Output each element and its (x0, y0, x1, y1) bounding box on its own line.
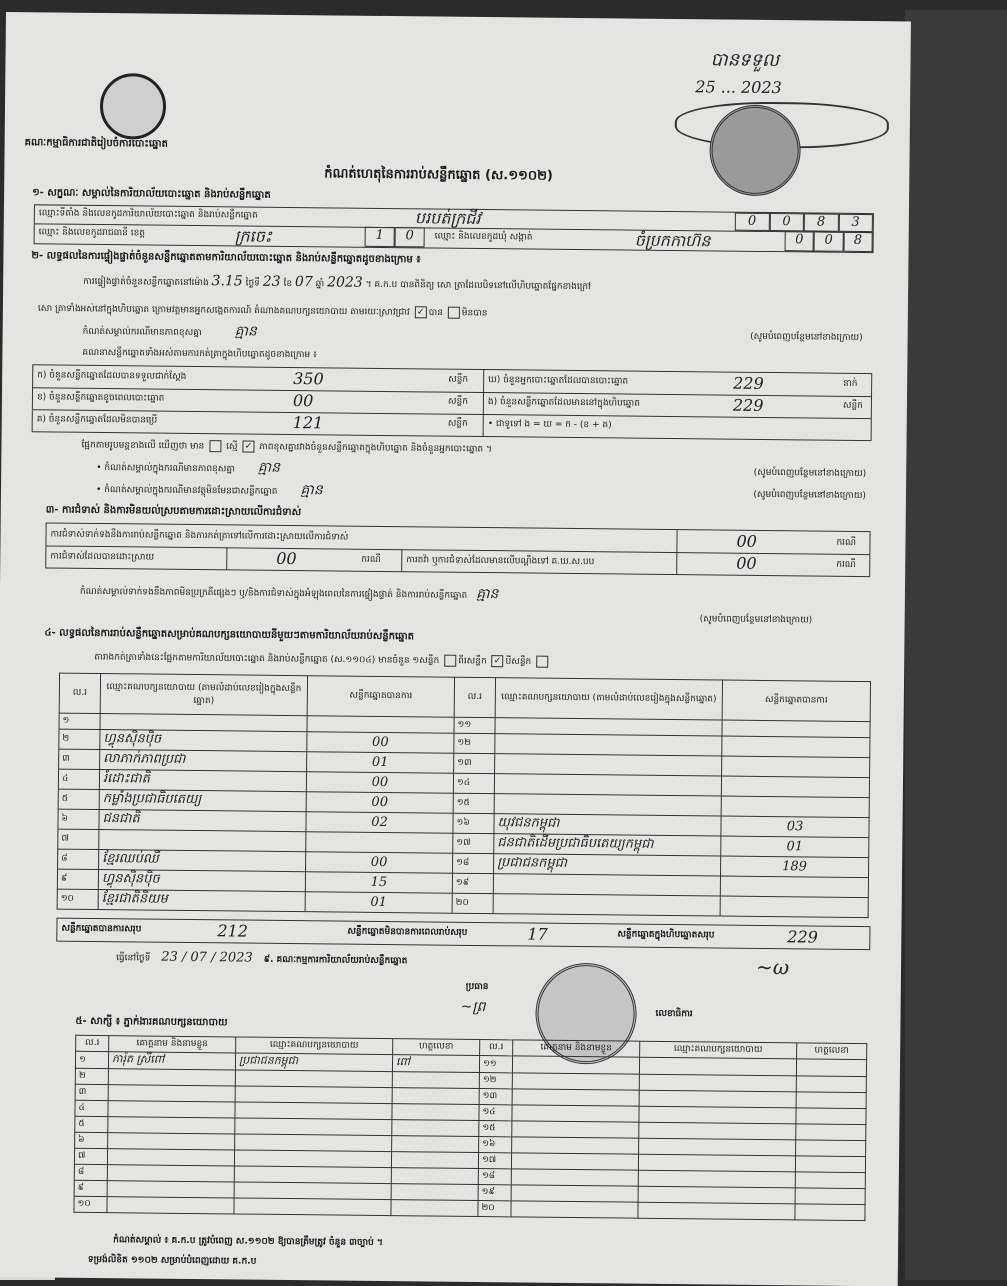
witness-party (639, 1122, 796, 1140)
party-name (494, 794, 721, 816)
spoiled-ballots-value: 00 (292, 391, 314, 411)
formula: • ជាទូទៅ ង = ឃ = ក - (ខ + គ) (487, 419, 612, 431)
row-number: ១២ (479, 1073, 512, 1089)
section4-intro: តារាងកត់ត្រាទាំងនេះផ្អែកតាមការិយាល័យបោះឆ្នោត និងរាប់សន្លឹកឆ្នោត (ស.១១០៤) មានចំនួន ១សន្លឹក ពីរសន្លឹក ✓ បីសន្លឹក (94, 651, 550, 668)
witness-name (107, 1165, 234, 1182)
party-name (494, 774, 721, 796)
row-number: ៦ (75, 1132, 108, 1148)
box-ballots-label: ង) ចំនួនសន្លឹកឆ្នោតដែលមាននៅក្នុងហិបឆ្នោត (487, 397, 641, 409)
witness-name (512, 1056, 639, 1074)
witness-name (107, 1149, 234, 1166)
party-name (99, 830, 306, 852)
box-ballots-value: 229 (732, 395, 764, 415)
irregularity-note: កំណត់សម្គាល់ទាក់ទងនឹងភាពមិនប្រក្រតីផ្សេងៗ ឬ/និងការជំទាស់ក្នុងអំឡុងពេលនៃការផ្ទៀងផ្ទាត់ និងការរាប់សន្លឹកឆ្នោត គ្មាន (79, 585, 499, 603)
party-name: ហ្វុនស៊ិនប៉ិច (100, 730, 307, 752)
vote-count (721, 796, 869, 818)
witness-signature (391, 1152, 478, 1169)
row-number: ៧ (74, 1148, 107, 1164)
row-number: ១៣ (454, 753, 495, 773)
witness-name (512, 1105, 639, 1122)
results-table: ល.រ ឈ្មោះគណបក្សនយោបាយ (តាមលំដាប់លេខរៀងក្នុងសន្លឹកឆ្នោត) សន្លឹកឆ្នោតបានការ ល.រ ឈ្មោះគណបក្សនយោបាយ (តាមលំដាប់លេខរៀងក្នុងសន្លឹកឆ្នោត) សន្លឹកឆ្នោតបានការ ១ ១១ ២ ហ្វុនស៊ិនប៉ិច 00 ១២ ៣ លាភាក់ភាពប្រជា 01 ១៣ ៤ រំដោះជាតិ 00 ១៤ ៥ កម្លាំងប្រជាធិបតេយ្យ 00 ១៥ ៦ ជនជាតិ 02 ១៦ យុវជនកម្ពុជា 03 ៧ ១៧ ជនជាតិដើមប្រជាធិបតេយ្យកម្ពុជា 01 ៨ ខ្មែរឈប់ឈឺ 00 ១៨ ប្រជាជនកម្ពុជា 189 ៩ ហ្វុនស៊ិនប៉ិច 15 ១៩ ១០ ខ្មែរជាតិនិយម 01 ២០ (57, 673, 871, 918)
witness-party (234, 1182, 391, 1200)
party-name: ខ្មែរជាតិនិយម (98, 890, 305, 912)
row-number: ១៧ (478, 1153, 511, 1169)
row-number: ១៦ (453, 813, 494, 833)
vote-count: 03 (721, 816, 869, 838)
row-number: ៩ (74, 1180, 107, 1196)
row-number: ១៥ (453, 793, 494, 813)
party-name (495, 734, 722, 756)
witness-signature (796, 1124, 866, 1141)
party-name: រំដោះជាតិ (99, 770, 306, 792)
witness-name (511, 1201, 638, 1218)
party-name: យុវជនកម្ពុជា (494, 814, 721, 836)
witness-signature (392, 1136, 479, 1153)
witness-signature (392, 1104, 479, 1121)
witness-name (108, 1085, 235, 1102)
witness-signature (392, 1088, 479, 1105)
verification-line: ការផ្ទៀងផ្ទាត់ចំនួនសន្លឹកឆ្នោតនៅម៉ោង 3.15 ថ្ងៃទី 23 ខែ 07 ឆ្នាំ 2023 ។ គ.ក.ប បានពិនិត្យ សោ ត្រាដែលបិទនៅលើហិបឆ្នោតផ្នែកខាងក្រៅ (83, 273, 592, 293)
party-name: ជនជាតិដើមប្រជាធិបតេយ្យកម្ពុជា (494, 834, 721, 856)
vote-count: 00 (306, 852, 453, 874)
secretary-signature: ~ω (755, 954, 790, 980)
vote-count (306, 832, 453, 854)
vote-count (307, 716, 454, 734)
vote-count: 15 (305, 872, 452, 894)
row-number: ៤ (75, 1100, 108, 1116)
resolved-label: ការជំទាស់ដែលបានដោះស្រាយ (50, 551, 155, 563)
witness-name (108, 1133, 235, 1150)
spoiled-ballots-label: ខ) ចំនួនសន្លឹកឆ្នោតខូចពេលបោះឆ្នោត (36, 392, 165, 404)
row-number: ៣ (59, 749, 100, 769)
vote-count (722, 756, 870, 778)
national-emblem (100, 73, 167, 140)
row-number: ៧ (58, 829, 99, 849)
witness-party (639, 1074, 796, 1092)
witness-party (639, 1138, 796, 1156)
vote-count (722, 720, 870, 738)
witness-name (108, 1069, 235, 1086)
complaints-box (45, 522, 870, 577)
vote-count: 01 (307, 752, 454, 774)
witness-signature (796, 1076, 866, 1093)
vote-count: 00 (306, 772, 453, 794)
witness-name (511, 1185, 638, 1202)
witness-signature (392, 1120, 479, 1137)
party-name (495, 754, 722, 776)
total-valid: 212 (217, 921, 249, 941)
unused-ballots-value: 121 (292, 413, 324, 433)
witness-party (639, 1090, 796, 1108)
witness-party (235, 1118, 392, 1136)
row-number: ២០ (452, 893, 493, 913)
unit-c: សន្លឹក (447, 418, 468, 429)
section2-heading: ២- លទ្ធផលនៃការផ្ទៀងផ្ទាត់ចំនួនសន្លឹកឆ្នោតតាមការិយាល័យបោះឆ្នោត និងរាប់សន្លឹកឆ្នោតដូចខាងក្រោម ៖ (31, 250, 421, 266)
vote-count (720, 876, 868, 898)
witness-signature (796, 1092, 866, 1109)
witness-signature (391, 1200, 478, 1217)
row-number: ១៧ (453, 833, 494, 853)
party-name: ជនជាតិ (99, 810, 306, 832)
witness-party (234, 1150, 391, 1168)
row-number: ២ (75, 1068, 108, 1084)
yes-checkbox: ✓ (415, 306, 427, 318)
fill-hint-3: (សូមបំពេញបន្ថែមនៅខាងក្រោយ) (699, 614, 813, 626)
voters-label: ឃ) ចំនួនអ្នកបោះឆ្នោតដែលបានបោះឆ្នោត (488, 375, 629, 387)
witness-signature (795, 1156, 865, 1173)
witness-party (638, 1154, 795, 1172)
voters-value: 229 (733, 373, 764, 393)
province-value: ក្រចេះ (234, 226, 272, 246)
witness-name (108, 1117, 235, 1134)
complaint-label: ការជំទាស់ទាក់ទងនឹងការរាប់សន្លឹកឆ្នោត និងការកត់ត្រាទៅលើការដោះស្រាយលើការជំទាស់ (50, 529, 349, 543)
row-number: ១១ (454, 717, 495, 733)
witness-name (107, 1197, 234, 1214)
bullet-note-2: • កំណត់សម្គាល់ក្នុងករណីមានវត្ថុមិនមែនជាសន្លឹកឆ្នោត គ្មាន (សូមបំពេញបន្ថែមនៅខាងក្រោយ) (95, 482, 867, 502)
secretary-label: លេខាធិការ (655, 1008, 693, 1020)
section1-box (34, 204, 874, 253)
witness-name (512, 1137, 639, 1154)
vote-count: 00 (307, 732, 454, 754)
witness-signature (795, 1172, 865, 1189)
received-stamp-date: 25 ... 2023 (695, 77, 782, 98)
row-number: ៣ (75, 1084, 108, 1100)
vote-count (720, 896, 868, 918)
row-number: ៥ (75, 1116, 108, 1132)
section4-heading: ៤- លទ្ធផលនៃការរាប់សន្លឹកឆ្នោតសម្រាប់គណបក្សនយោបាយនីមួយៗតាមការិយាល័យរាប់សន្លឹកឆ្នោត (44, 627, 415, 643)
commune-value: ចំប្រកកាហ៊ន (634, 230, 711, 251)
row-number: ២ (59, 729, 100, 749)
witness-party (235, 1134, 392, 1152)
province-label: ឈ្មោះ និងលេខកូដរាជធានី ខេត្ត (38, 227, 146, 239)
row-number: ១៥ (479, 1121, 512, 1137)
witness-party (639, 1057, 796, 1076)
witness-name (511, 1153, 638, 1170)
witness-name (107, 1181, 234, 1198)
verification-time: 3.15 (211, 273, 243, 290)
row-number: ១៤ (453, 773, 494, 793)
president-signature: ~ព្រ (460, 998, 486, 1016)
vote-count: 00 (306, 792, 453, 814)
party-name: ប្រជាជនកម្ពុជា (494, 854, 721, 876)
row-number: ១០ (57, 889, 98, 909)
verification-line-2: សោ ត្រាទាំងអស់នៅក្នុងហិបឆ្នោត ក្រោមវត្តមានអ្នកសង្កេតការណ៍ តំណាងគណបក្សនយោបាយ តាមរយៈស្រាវជ្រាវ ✓ បាន មិនបាន (37, 303, 488, 319)
row-number: ៨ (74, 1164, 107, 1180)
received-ballots-label: ក) ចំនួនសន្លឹកឆ្នោតដែលបានទទួលជាក់ស្តែង (37, 370, 187, 382)
vote-count: 189 (720, 856, 868, 878)
unit-case-2: ករណី (361, 554, 381, 565)
unit-case-1: ករណី (836, 537, 857, 548)
party-name: កម្លាំងប្រជាធិបតេយ្យ (99, 790, 306, 812)
unit-case-3: ករណី (836, 559, 856, 570)
witness-party (235, 1086, 392, 1104)
section5-heading: ៥- សាក្សី ៖ ភ្នាក់ងារគណបក្សនយោបាយ (75, 1015, 228, 1029)
witness-signature (795, 1188, 865, 1205)
appeal-label: ការតវ៉ា ឬការជំទាស់ដែលមានលើបណ្តឹងទៅ គ.ឃ.ស.បប (406, 555, 595, 568)
vote-count (721, 776, 869, 798)
row-number: ១២ (454, 733, 495, 753)
witness-signature (391, 1184, 478, 1201)
unused-ballots-label: គ) ចំនួនសន្លឹកឆ្នោតដែលមិនបានប្រើ (36, 414, 158, 426)
witness-signature (796, 1108, 866, 1125)
formula-result: ផ្អែកតាមរូបមន្តខាងលើ ឃើញថា មាន ស្មើ ✓ ភាពខុសគ្នារវាងចំនួនសន្លឹកឆ្នោតក្នុងហិបឆ្នោត និងចំនួនអ្នកបោះឆ្នោត ។ (81, 440, 492, 455)
official-seal (709, 104, 801, 196)
row-number: ២០ (478, 1201, 511, 1217)
row-number: ១៤ (479, 1105, 512, 1121)
party-name (493, 894, 720, 916)
document-page (0, 12, 911, 1286)
commune-code: 0 0 8 (785, 231, 873, 252)
row-number: ៩ (57, 869, 98, 889)
row-number: ១០ (74, 1196, 107, 1212)
form-title: កំណត់ហេតុនៃការរាប់សន្លឹកឆ្នោត (ស.១១០២) (324, 166, 553, 184)
totals-row: សន្លឹកឆ្នោតបានការសរុប 212 សន្លឹកឆ្នោតមិនបានការពេលរាប់សរុប 17 សន្លឹកឆ្នោតក្នុងហិបឆ្នោតសរុប 229 (56, 918, 870, 951)
received-stamp-text: បានទទួល (710, 49, 780, 72)
witness-name (511, 1169, 638, 1186)
received-ballots-value: 350 (293, 369, 324, 389)
witness-signature (392, 1072, 479, 1089)
row-number: ១៩ (478, 1185, 511, 1201)
row-number: ៨ (58, 849, 99, 869)
row-number: ១៨ (478, 1169, 511, 1185)
total-box: 229 (787, 927, 819, 947)
vote-count: 01 (305, 892, 452, 914)
resolved-value: 00 (276, 548, 297, 569)
row-number: ៥ (58, 789, 99, 809)
witness-signature (796, 1140, 866, 1157)
verification-day: 23 (262, 273, 281, 290)
unit-b: សន្លឹក (447, 396, 468, 407)
row-number: ១៦ (479, 1137, 512, 1153)
witness-name (512, 1089, 639, 1106)
province-code: 1 0 (365, 227, 425, 248)
witness-party (638, 1202, 795, 1220)
count-intro: គណនាសន្លឹកឆ្នោតទាំងអស់តាមការកត់ត្រាក្នុងហិបឆ្នោតដូចខាងក្រោម ៖ (82, 347, 318, 361)
row-number: ១៨ (453, 853, 494, 873)
witness-signature (391, 1168, 478, 1185)
count-box (32, 364, 873, 441)
president-label: ប្រធាន (465, 981, 489, 993)
party-name: លាភាក់ភាពប្រជា (100, 750, 307, 772)
verification-year: 2023 (327, 274, 363, 291)
footnote: កំណត់សម្គាល់ ៖ គ.ក.ប ត្រូវបំពេញ ស.១១០២ ឱ្យបានត្រឹមត្រូវ ចំនួន ៣ច្បាប់ ។ (113, 1235, 383, 1249)
total-invalid: 17 (527, 924, 548, 944)
made-date-line: ធ្វើនៅថ្ងៃទី 23 / 07 / 2023 ៩. គណៈកម្មការការិយាល័យរាប់សន្លឹកឆ្នោត (116, 949, 408, 967)
witness-signature (796, 1059, 866, 1077)
complaint-value: 00 (736, 531, 757, 551)
witness-name (512, 1121, 639, 1138)
no-checkbox (448, 307, 460, 319)
equal-checkbox: ✓ (242, 440, 254, 452)
witness-party (235, 1102, 392, 1120)
location-code: 0 0 8 3 (735, 213, 873, 232)
footer-form-id: ទម្រង់លិខិត ១១០២ សម្រាប់បំពេញដោយ គ.ក.ប (87, 1254, 257, 1267)
party-name: ហ្វុនស៊ិនប៉ិច (98, 870, 305, 892)
section3-heading: ៣- ការជំទាស់ និងការមិនយល់ស្របតាមការដោះស្រាយលើការជំទាស់ (45, 504, 302, 519)
witness-party (234, 1198, 391, 1216)
bullet-note-1: • កំណត់សម្គាល់ក្នុងករណីមានភាពខុសគ្នា គ្មាន (សូមបំពេញបន្ថែមនៅខាងក្រោយ) (96, 459, 867, 480)
witness-name (108, 1101, 235, 1118)
location-label: ឈ្មោះទីតាំង និងលេខកូដការិយាល័យបោះឆ្នោត និងរាប់សន្លឹកឆ្នោត (38, 208, 258, 221)
row-number: ៦ (58, 809, 99, 829)
difference-note: កំណត់សម្គាល់ករណីមានភាពខុសគ្នា គ្មាន (សូមបំពេញបន្ថែមនៅខាងក្រោយ) (82, 323, 863, 343)
unit-d: នាក់ (843, 378, 858, 389)
commune-label: ឈ្មោះ និងលេខកូដឃុំ សង្កាត់ (434, 231, 533, 243)
committee-name: គណៈកម្មាធិការជាតិរៀបចំការបោះឆ្នោត (24, 137, 168, 150)
vote-count: 01 (721, 836, 869, 858)
section1-heading: ១- សក្ខណៈ សម្គាល់នៃការិយាល័យបោះឆ្នោត និងរាប់សន្លឹកឆ្នោត (32, 187, 271, 201)
witness-name (512, 1073, 639, 1090)
unit-a: សន្លឹក (448, 374, 469, 385)
appeal-value: 00 (736, 553, 757, 573)
witness-table: ល.រ គោត្តនាម និងនាមខ្លួន ឈ្មោះគណបក្សនយោបាយ ហត្ថលេខា ល.រ គោត្តនាម និងនាមខ្លួន ឈ្មោះគណបក្សនយោបាយ ហត្ថលេខា ១ ការ៉ុត ស្រីពៅ ប្រជាជនកម្ពុជា ពៅ ១១ ២ ១២ ៣ ១៣ ៤ ១៤ ៥ ១៥ ៦ ១៦ ៧ ១៧ ៨ ១៨ ៩ ១៩ ១០ ២០ (73, 1035, 867, 1221)
unit-e: សន្លឹក (842, 400, 863, 411)
row-number: ៤ (58, 769, 99, 789)
witness-signature (795, 1204, 865, 1221)
row-number: ១ (59, 713, 100, 729)
row-number: ១១ (479, 1056, 512, 1073)
witness-party (638, 1170, 795, 1188)
verification-month: 07 (294, 274, 313, 291)
vote-count: 02 (306, 812, 453, 834)
witness-name: ការ៉ុត ស្រីពៅ (108, 1052, 235, 1070)
vote-count (722, 736, 870, 758)
row-number: ១ (75, 1051, 108, 1068)
location-value: បរបត់ក្រជីវ (414, 208, 481, 228)
witness-party (638, 1186, 795, 1204)
row-number: ១៣ (479, 1089, 512, 1105)
witness-party: ប្រជាជនកម្ពុជា (235, 1053, 392, 1072)
background-right (905, 10, 1007, 1280)
witness-party (639, 1106, 796, 1124)
witness-party (235, 1070, 392, 1088)
diff-checkbox (209, 440, 221, 452)
party-name (493, 874, 720, 896)
witness-party (234, 1166, 391, 1184)
party-name: ខ្មែរឈប់ឈឺ (99, 850, 306, 872)
row-number: ១៩ (452, 873, 493, 893)
witness-signature: ពៅ (392, 1055, 479, 1073)
